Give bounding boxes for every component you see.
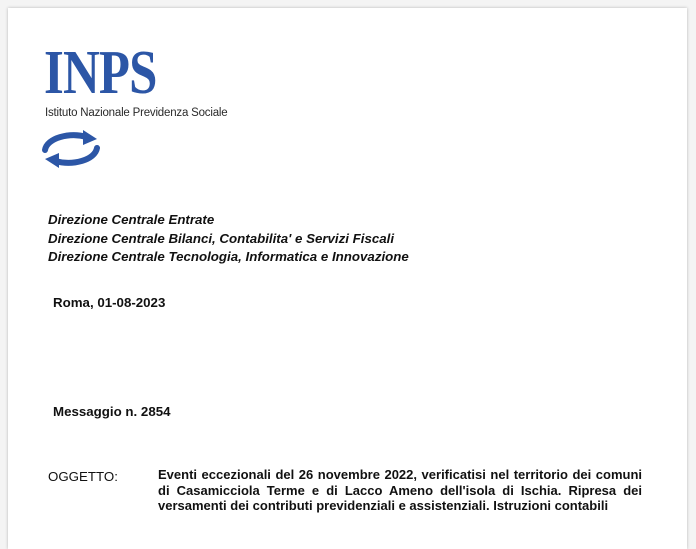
directorate-line: Direzione Centrale Entrate (48, 212, 215, 227)
message-number: Messaggio n. 2854 (53, 404, 171, 419)
inps-logo-text: INPS (44, 39, 157, 107)
document-page (8, 8, 687, 549)
place-date: Roma, 01-08-2023 (53, 295, 166, 310)
directorate-line: Direzione Centrale Tecnologia, Informatica e Innovazione (48, 249, 409, 264)
subject-label: OGGETTO: (48, 469, 118, 484)
inps-logo-subtitle: Istituto Nazionale Previdenza Sociale (45, 107, 228, 119)
inps-logo-arrows-icon (39, 128, 103, 170)
directorates-list (48, 211, 409, 267)
subject-text: Eventi eccezionali del 26 novembre 2022, verificatisi nel territorio dei comuni di Casamicciola Terme e di Lacco Ameno dell'isola di Ischia. Ripresa dei versamenti dei contributi previdenziali e assistenziali. Istruzioni contabili (158, 467, 642, 513)
directorate-line: Direzione Centrale Bilanci, Contabilita' e Servizi Fiscali (48, 230, 395, 246)
